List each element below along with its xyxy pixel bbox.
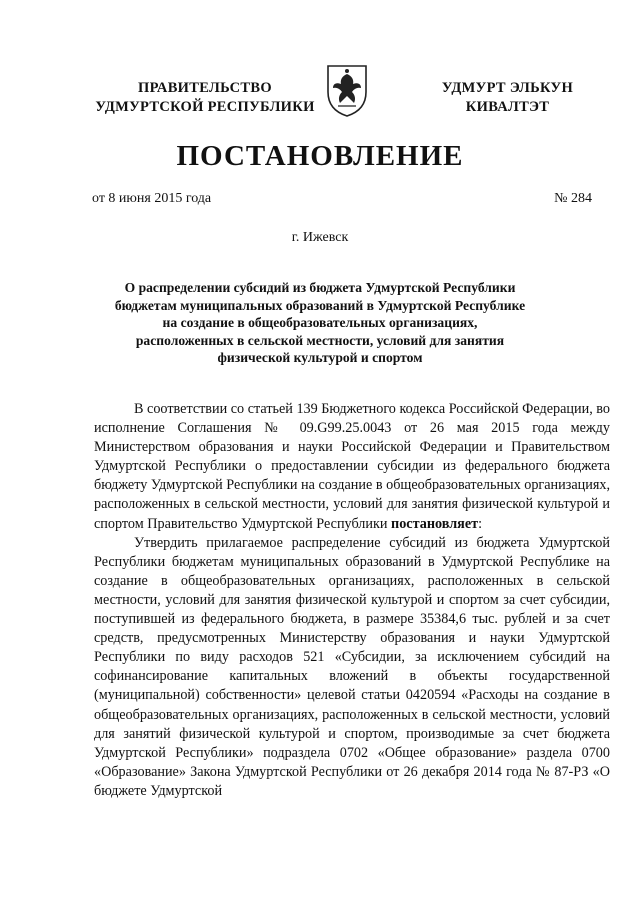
document-city: г. Ижевск	[291, 230, 349, 245]
body-paragraph-approval: Утвердить прилагаемое распределение субсидий из бюджета Удмуртской Республики бюджетам муниципальных образований в Удмуртской Республике на создание в общеобразовательных организациях, расположенных в сельской местности, условий для занятия физической культурой и спортом за счет субсидии, поступившей из федерального бюджета, в размере 35384,6 тыс. рублей и за счет средств, предусмотренных Министерству образования и науки Удмуртской Республики по виду расходов 521 «Субсидии, за исключением субсидий на софинансирование капитальных вложений в объекты государственной (муниципальной) собственности» целевой статьи 0420594 «Расходы на создание в общеобразовательных организациях, расположенных в сельской местности, условий для занятий физической культурой и спортом, производимые за счет бюджета Удмуртской Республики» подраздела 0702 «Общее образование» раздела 0700 «Образование» Закона Удмуртской Республики от 26 декабря 2014 года № 87-РЗ «О бюджете Удмуртской	[94, 534, 610, 799]
issuer-russian-line2: УДМУРТСКОЙ РЕСПУБЛИКИ	[95, 99, 315, 115]
issuer-udmurt	[425, 79, 590, 117]
issuer-udmurt-line1: УДМУРТ ЭЛЬКУН	[441, 80, 574, 96]
issuer-udmurt-line2: КИВАЛТЭТ	[465, 99, 550, 115]
document-body	[94, 400, 610, 801]
decision-keyword: постановляет	[391, 515, 479, 532]
preamble-end: :	[478, 515, 483, 532]
body-paragraph-preamble	[94, 400, 610, 534]
document-date: от 8 июня 2015 года	[92, 191, 212, 206]
document-subject	[100, 279, 540, 367]
document-title: ПОСТАНОВЛЕНИЕ	[176, 140, 464, 172]
subject-line: О распределении субсидий из бюджета Удмуртской Республики	[124, 280, 516, 295]
document-number: № 284	[554, 191, 592, 206]
subject-line: бюджетам муниципальных образований в Удмуртской Республике	[114, 297, 526, 313]
issuer-russian	[80, 79, 330, 117]
subject-line: физической культурой и спортом	[217, 350, 423, 365]
subject-line: расположенных в сельской местности, условий для занятия	[135, 332, 505, 348]
preamble-text: В соответствии со статьей 139 Бюджетного кодекса Российской Федерации, во исполнение Соглашения № 09.G99.25.0043 от 26 мая 2015 года между Министерством образования и науки Российской Федерации и Правительством Удмуртской Республики о предоставлении субсидии из федерального бюджета бюджету Удмуртской Республики на создание в общеобразовательных организациях, расположенных в сельской местности, условий для занятия физической культурой и спортом Правительство Удмуртской Республики	[94, 401, 610, 532]
coat-of-arms-icon	[324, 62, 370, 118]
subject-line: на создание в общеобразовательных организациях,	[162, 315, 478, 330]
issuer-russian-line1: ПРАВИТЕЛЬСТВО	[138, 80, 272, 96]
